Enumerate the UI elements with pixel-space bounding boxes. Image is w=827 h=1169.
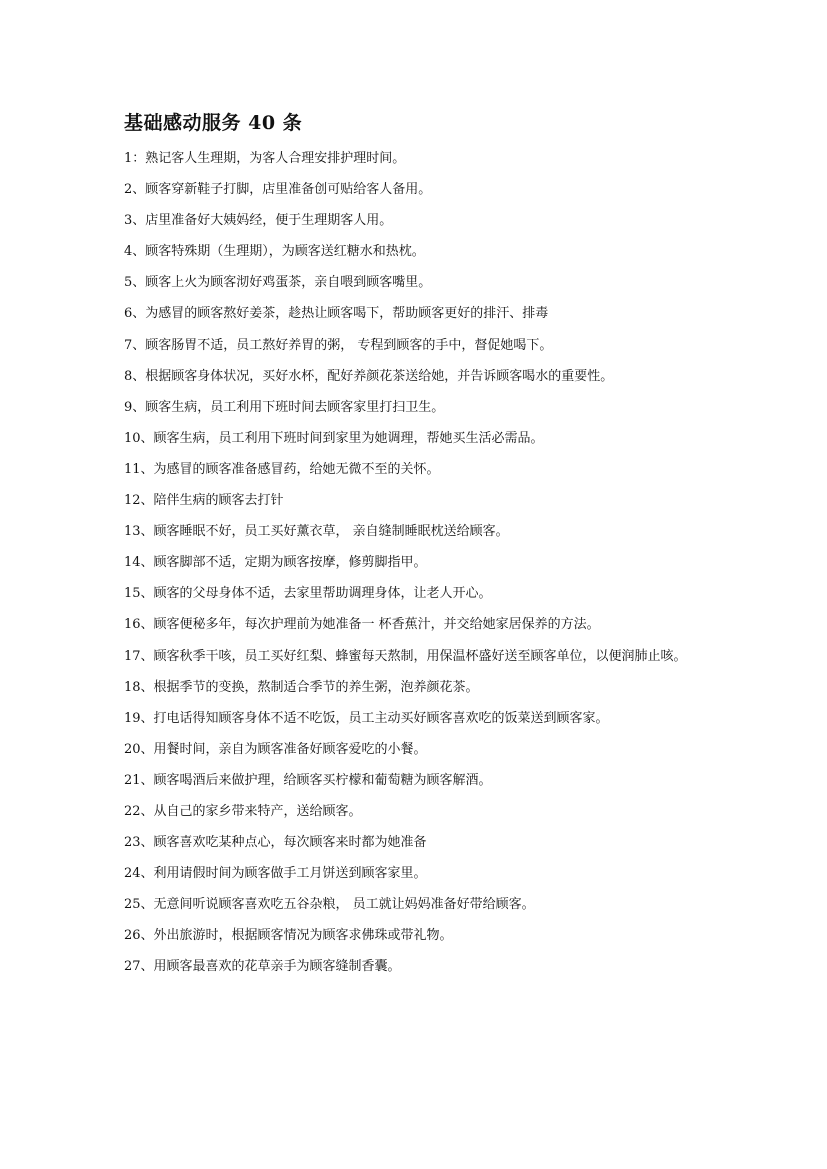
list-item: 14、顾客脚部不适，定期为顾客按摩，修剪脚指甲。 bbox=[124, 555, 427, 571]
list-item: 22、从自己的家乡带来特产，送给顾客。 bbox=[124, 803, 362, 819]
list-item: 20、用餐时间，亲自为顾客准备好顾客爱吃的小餐。 bbox=[124, 741, 427, 757]
service-list bbox=[124, 149, 714, 989]
list-item: 21、顾客喝酒后来做护理，给顾客买柠檬和葡萄糖为顾客解酒。 bbox=[124, 772, 492, 788]
list-item: 6、为感冒的顾客熬好姜茶，趁热让顾客喝下，帮助顾客更好的排汗、排毒 bbox=[124, 306, 549, 322]
list-item: 10、顾客生病，员工利用下班时间到家里为她调理，帮她买生活必需品。 bbox=[124, 430, 544, 446]
list-item: 11、为感冒的顾客准备感冒药，给她无微不至的关怀。 bbox=[124, 461, 440, 477]
list-item: 13、顾客睡眠不好，员工买好薰衣草， 亲自缝制睡眠枕送给顾客。 bbox=[124, 524, 509, 540]
document-title: 基础感动服务 40 条 bbox=[124, 112, 303, 134]
list-item: 17、顾客秋季干咳，员工买好红梨、蜂蜜每天熬制，用保温杯盛好送至顾客单位，以便润肺止咳。 bbox=[124, 648, 687, 664]
list-item: 24、利用请假时间为顾客做手工月饼送到顾客家里。 bbox=[124, 866, 427, 882]
list-item: 3、店里准备好大姨妈经，便于生理期客人用。 bbox=[124, 213, 393, 229]
list-item: 25、无意间听说顾客喜欢吃五谷杂粮， 员工就让妈妈准备好带给顾客。 bbox=[124, 897, 535, 913]
list-item: 5、顾客上火为顾客沏好鸡蛋茶，亲自喂到顾客嘴里。 bbox=[124, 275, 432, 291]
list-item: 15、顾客的父母身体不适，去家里帮助调理身体，让老人开心。 bbox=[124, 586, 492, 602]
list-item: 7、顾客肠胃不适，员工熬好养胃的粥， 专程到顾客的手中，督促她喝下。 bbox=[124, 337, 553, 353]
list-item: 2、顾客穿新鞋子打脚，店里准备创可贴给客人备用。 bbox=[124, 182, 432, 198]
list-item: 19、打电话得知顾客身体不适不吃饭，员工主动买好顾客喜欢吃的饭菜送到顾客家。 bbox=[124, 710, 609, 726]
list-item: 4、顾客特殊期（生理期），为顾客送红糖水和热枕。 bbox=[124, 244, 425, 260]
list-item: 9、顾客生病，员工利用下班时间去顾客家里打扫卫生。 bbox=[124, 399, 445, 415]
list-item: 18、根据季节的变换，熬制适合季节的养生粥，泡养颜花茶。 bbox=[124, 679, 479, 695]
list-item: 27、用顾客最喜欢的花草亲手为顾客缝制香囊。 bbox=[124, 959, 401, 975]
list-item: 12、陪伴生病的顾客去打针 bbox=[124, 493, 284, 509]
list-item: 26、外出旅游时，根据顾客情况为顾客求佛珠或带礼物。 bbox=[124, 928, 453, 944]
list-item: 1：熟记客人生理期，为客人合理安排护理时间。 bbox=[124, 151, 406, 166]
list-item: 16、顾客便秘多年，每次护理前为她准备一 杯香蕉汁，并交给她家居保养的方法。 bbox=[124, 617, 600, 633]
list-item: 23、顾客喜欢吃某种点心，每次顾客来时都为她准备 bbox=[124, 835, 427, 851]
list-item: 8、根据顾客身体状况，买好水杯，配好养颜花茶送给她，并告诉顾客喝水的重要性。 bbox=[124, 368, 614, 384]
